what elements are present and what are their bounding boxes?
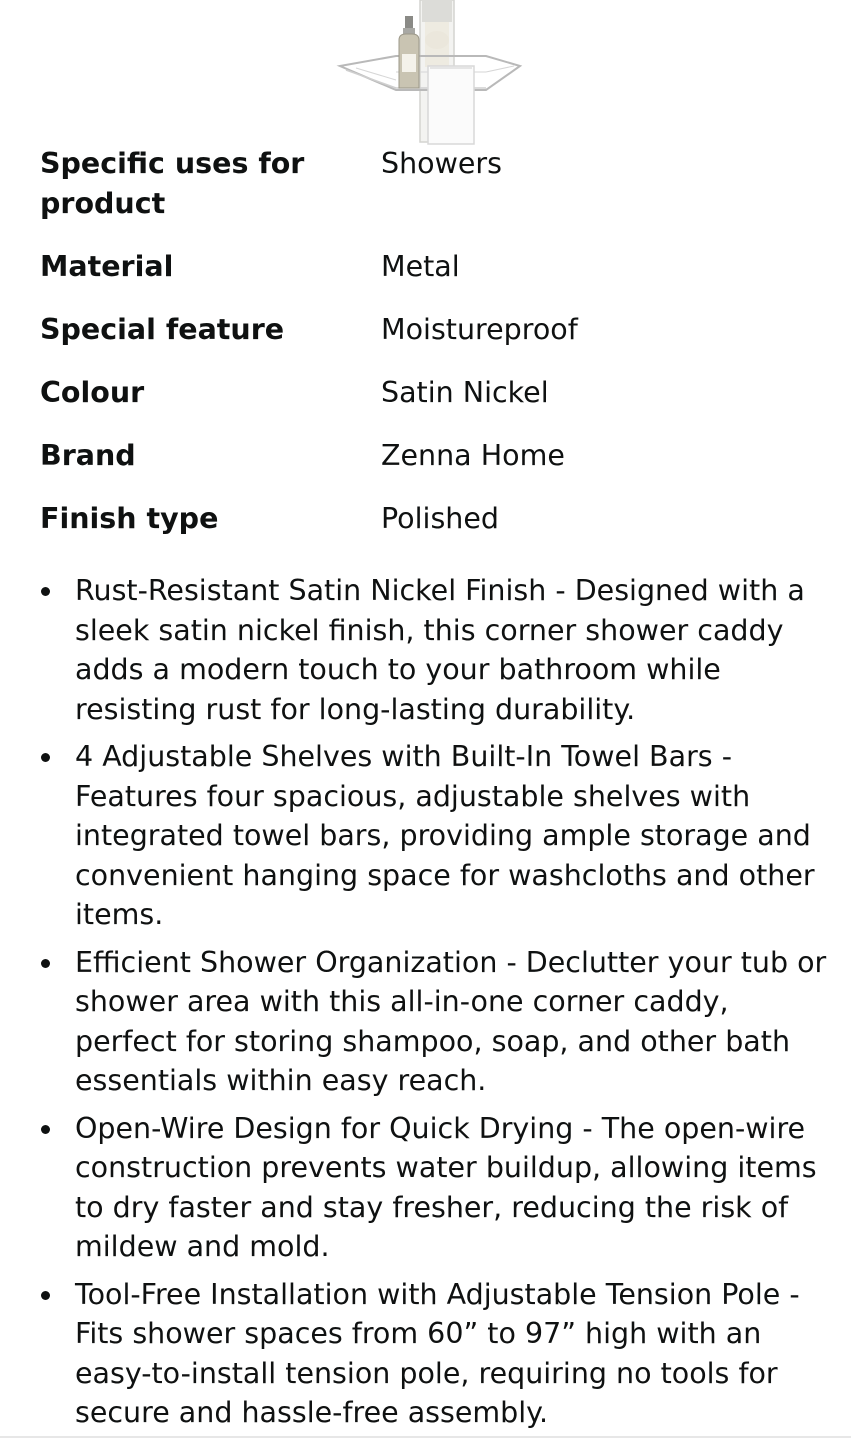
product-specs-table (40, 144, 820, 539)
spec-value: Moistureproof (381, 313, 578, 346)
product-image[interactable] (336, 0, 526, 145)
feature-bullet (0, 737, 851, 935)
spec-label: Finish type (40, 502, 219, 535)
feature-bullet-text: Tool-Free Installation with Adjustable Tension Pole - Fits shower spaces from 60” to 97” high with an easy-to-install tension pole, requiring no tools for secure and hassle-free assembly. (75, 1277, 800, 1429)
spec-row (40, 310, 820, 373)
corner-shower-caddy-image (336, 0, 526, 145)
bullet-dot-icon (41, 1291, 50, 1300)
spec-label: Specific uses for product (40, 147, 305, 220)
bullet-dot-icon (41, 753, 50, 762)
spec-row (40, 436, 820, 499)
bullet-dot-icon (41, 1125, 50, 1134)
bullet-dot-icon (41, 959, 50, 968)
feature-bullet-text: Open-Wire Design for Quick Drying - The open-wire construction prevents water buildup, allowing items to dry faster and stay fresher, reducing the risk of mildew and mold. (75, 1111, 817, 1263)
bullet-dot-icon (41, 587, 50, 596)
spec-row (40, 373, 820, 436)
feature-bullet-text: 4 Adjustable Shelves with Built-In Towel Bars - Features four spacious, adjustable shelves with integrated towel bars, providing ample storage and convenient hanging space for washcloths and other items. (75, 740, 815, 931)
spec-value: Metal (381, 250, 460, 283)
spec-row (40, 499, 820, 539)
section-divider (0, 1436, 851, 1438)
spec-value: Polished (381, 502, 499, 535)
spec-value: Satin Nickel (381, 376, 549, 409)
feature-bullet-text: Rust-Resistant Satin Nickel Finish - Designed with a sleek satin nickel finish, this corner shower caddy adds a modern touch to your bathroom while resisting rust for long-lasting durability. (75, 574, 805, 726)
spec-row (40, 247, 820, 310)
feature-bullet (0, 1275, 851, 1433)
feature-bullet (0, 571, 851, 729)
spec-label: Colour (40, 376, 145, 409)
spec-label: Material (40, 250, 174, 283)
feature-bullet-list (0, 571, 851, 1441)
spec-value: Zenna Home (381, 439, 565, 472)
feature-bullet-text: Efficient Shower Organization - Declutter your tub or shower area with this all-in-one corner caddy, perfect for storing shampoo, soap, and other bath essentials within easy reach. (75, 945, 827, 1097)
spec-label: Special feature (40, 313, 285, 346)
spec-label: Brand (40, 439, 136, 472)
spec-row (40, 144, 820, 247)
spec-value: Showers (381, 147, 502, 180)
feature-bullet (0, 943, 851, 1101)
feature-bullet (0, 1109, 851, 1267)
